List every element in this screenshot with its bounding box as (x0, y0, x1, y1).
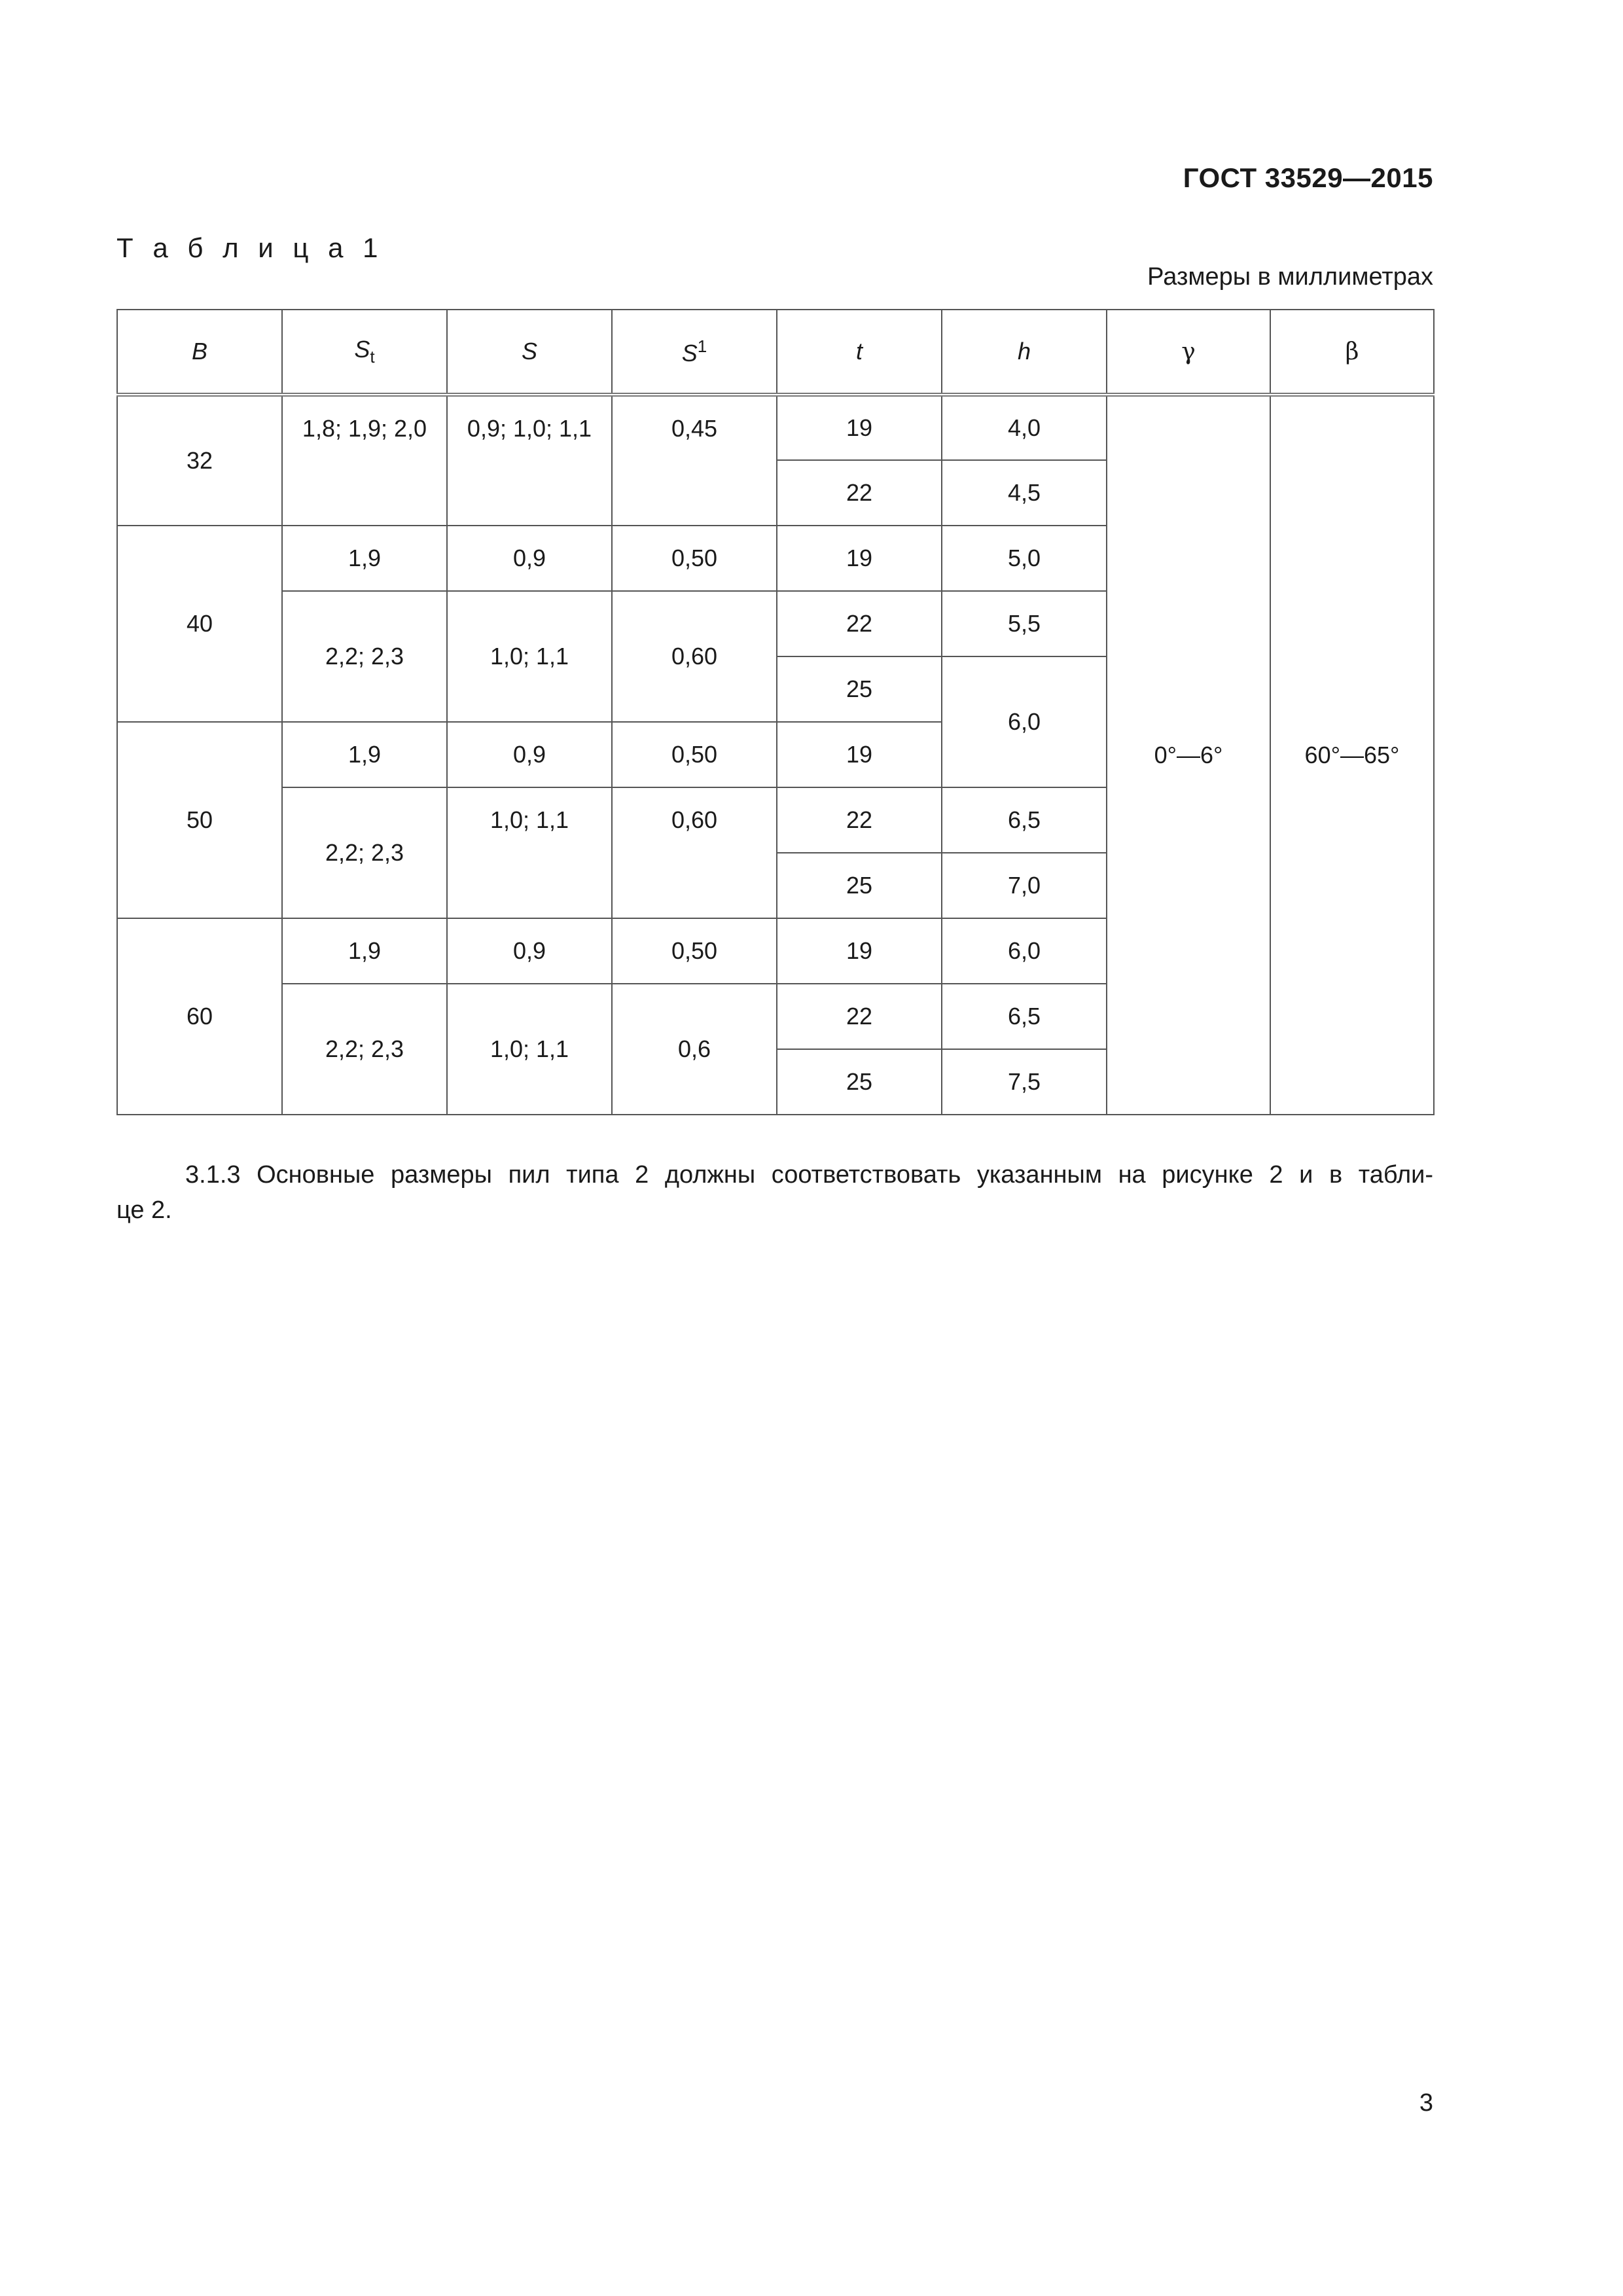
cell-st: 1,9 (282, 918, 447, 984)
col-s1-label: S (681, 339, 698, 367)
cell-h: 6,0 (942, 918, 1107, 984)
units-note: Размеры в миллиметрах (1147, 263, 1433, 291)
cell-b: 60 (117, 918, 282, 1115)
col-s-label: S (521, 338, 537, 365)
cell-t: 19 (777, 918, 942, 984)
col-t-label: t (855, 338, 863, 365)
cell-st: 2,2; 2,3 (282, 591, 447, 722)
cell-h: 7,5 (942, 1049, 1107, 1115)
cell-h: 7,0 (942, 853, 1107, 918)
col-header-st (282, 310, 447, 395)
col-header-b (117, 310, 282, 395)
cell-t: 22 (777, 591, 942, 656)
table-caption: Т а б л и ц а 1 (116, 232, 384, 263)
cell-s1: 0,50 (612, 722, 777, 787)
cell-s: 0,9 (447, 526, 612, 591)
col-header-s (447, 310, 612, 395)
col-s1-index: 1 (697, 336, 707, 356)
col-h-label: h (1017, 338, 1031, 365)
cell-t: 22 (777, 787, 942, 853)
cell-s: 1,0; 1,1 (447, 984, 612, 1115)
standard-code: ГОСТ 33529—2015 (1183, 162, 1433, 193)
cell-s1: 0,60 (612, 591, 777, 722)
paragraph-line-2: це 2. (116, 1196, 172, 1224)
cell-t: 25 (777, 853, 942, 918)
page-number: 3 (1419, 2089, 1433, 2117)
cell-st: 1,8; 1,9; 2,0 (282, 395, 447, 526)
cell-s1: 0,50 (612, 918, 777, 984)
cell-s: 0,9 (447, 722, 612, 787)
col-b-label: B (191, 338, 207, 365)
cell-st: 2,2; 2,3 (282, 984, 447, 1115)
col-st-subscript: t (370, 347, 375, 367)
cell-b: 40 (117, 526, 282, 722)
cell-b: 50 (117, 722, 282, 918)
cell-h: 6,0 (942, 656, 1107, 787)
cell-beta: 60°—65° (1270, 395, 1434, 1115)
col-header-beta (1270, 310, 1434, 395)
cell-s1: 0,45 (612, 395, 777, 526)
cell-h: 4,0 (942, 395, 1107, 460)
cell-gamma: 0°—6° (1107, 395, 1270, 1115)
table-header-row (117, 310, 1434, 395)
dimensions-table (116, 309, 1435, 1115)
cell-t: 19 (777, 526, 942, 591)
cell-h: 4,5 (942, 460, 1107, 526)
col-st-label: S (354, 335, 370, 363)
cell-t: 19 (777, 395, 942, 460)
cell-st: 1,9 (282, 722, 447, 787)
cell-b: 32 (117, 395, 282, 526)
col-header-gamma (1107, 310, 1270, 395)
col-gamma-label: γ (1181, 338, 1196, 365)
col-header-t (777, 310, 942, 395)
cell-s1: 0,6 (612, 984, 777, 1115)
cell-t: 22 (777, 984, 942, 1049)
paragraph-line-1: 3.1.3 Основные размеры пил типа 2 должны соответствовать указанным на рисунке 2 и в табли- (185, 1161, 1433, 1189)
col-beta-label: β (1345, 338, 1359, 365)
cell-h: 5,0 (942, 526, 1107, 591)
cell-s1: 0,60 (612, 787, 777, 918)
cell-s1: 0,50 (612, 526, 777, 591)
col-header-s1 (612, 310, 777, 395)
cell-s: 0,9 (447, 918, 612, 984)
cell-h: 5,5 (942, 591, 1107, 656)
cell-t: 25 (777, 1049, 942, 1115)
cell-h: 6,5 (942, 787, 1107, 853)
col-header-h (942, 310, 1107, 395)
table-row (117, 395, 1434, 460)
cell-t: 19 (777, 722, 942, 787)
cell-t: 22 (777, 460, 942, 526)
cell-st: 1,9 (282, 526, 447, 591)
body-paragraph (116, 1157, 1433, 1228)
cell-st: 2,2; 2,3 (282, 787, 447, 918)
cell-s: 1,0; 1,1 (447, 787, 612, 918)
cell-s: 1,0; 1,1 (447, 591, 612, 722)
cell-h: 6,5 (942, 984, 1107, 1049)
cell-t: 25 (777, 656, 942, 722)
cell-s: 0,9; 1,0; 1,1 (447, 395, 612, 526)
